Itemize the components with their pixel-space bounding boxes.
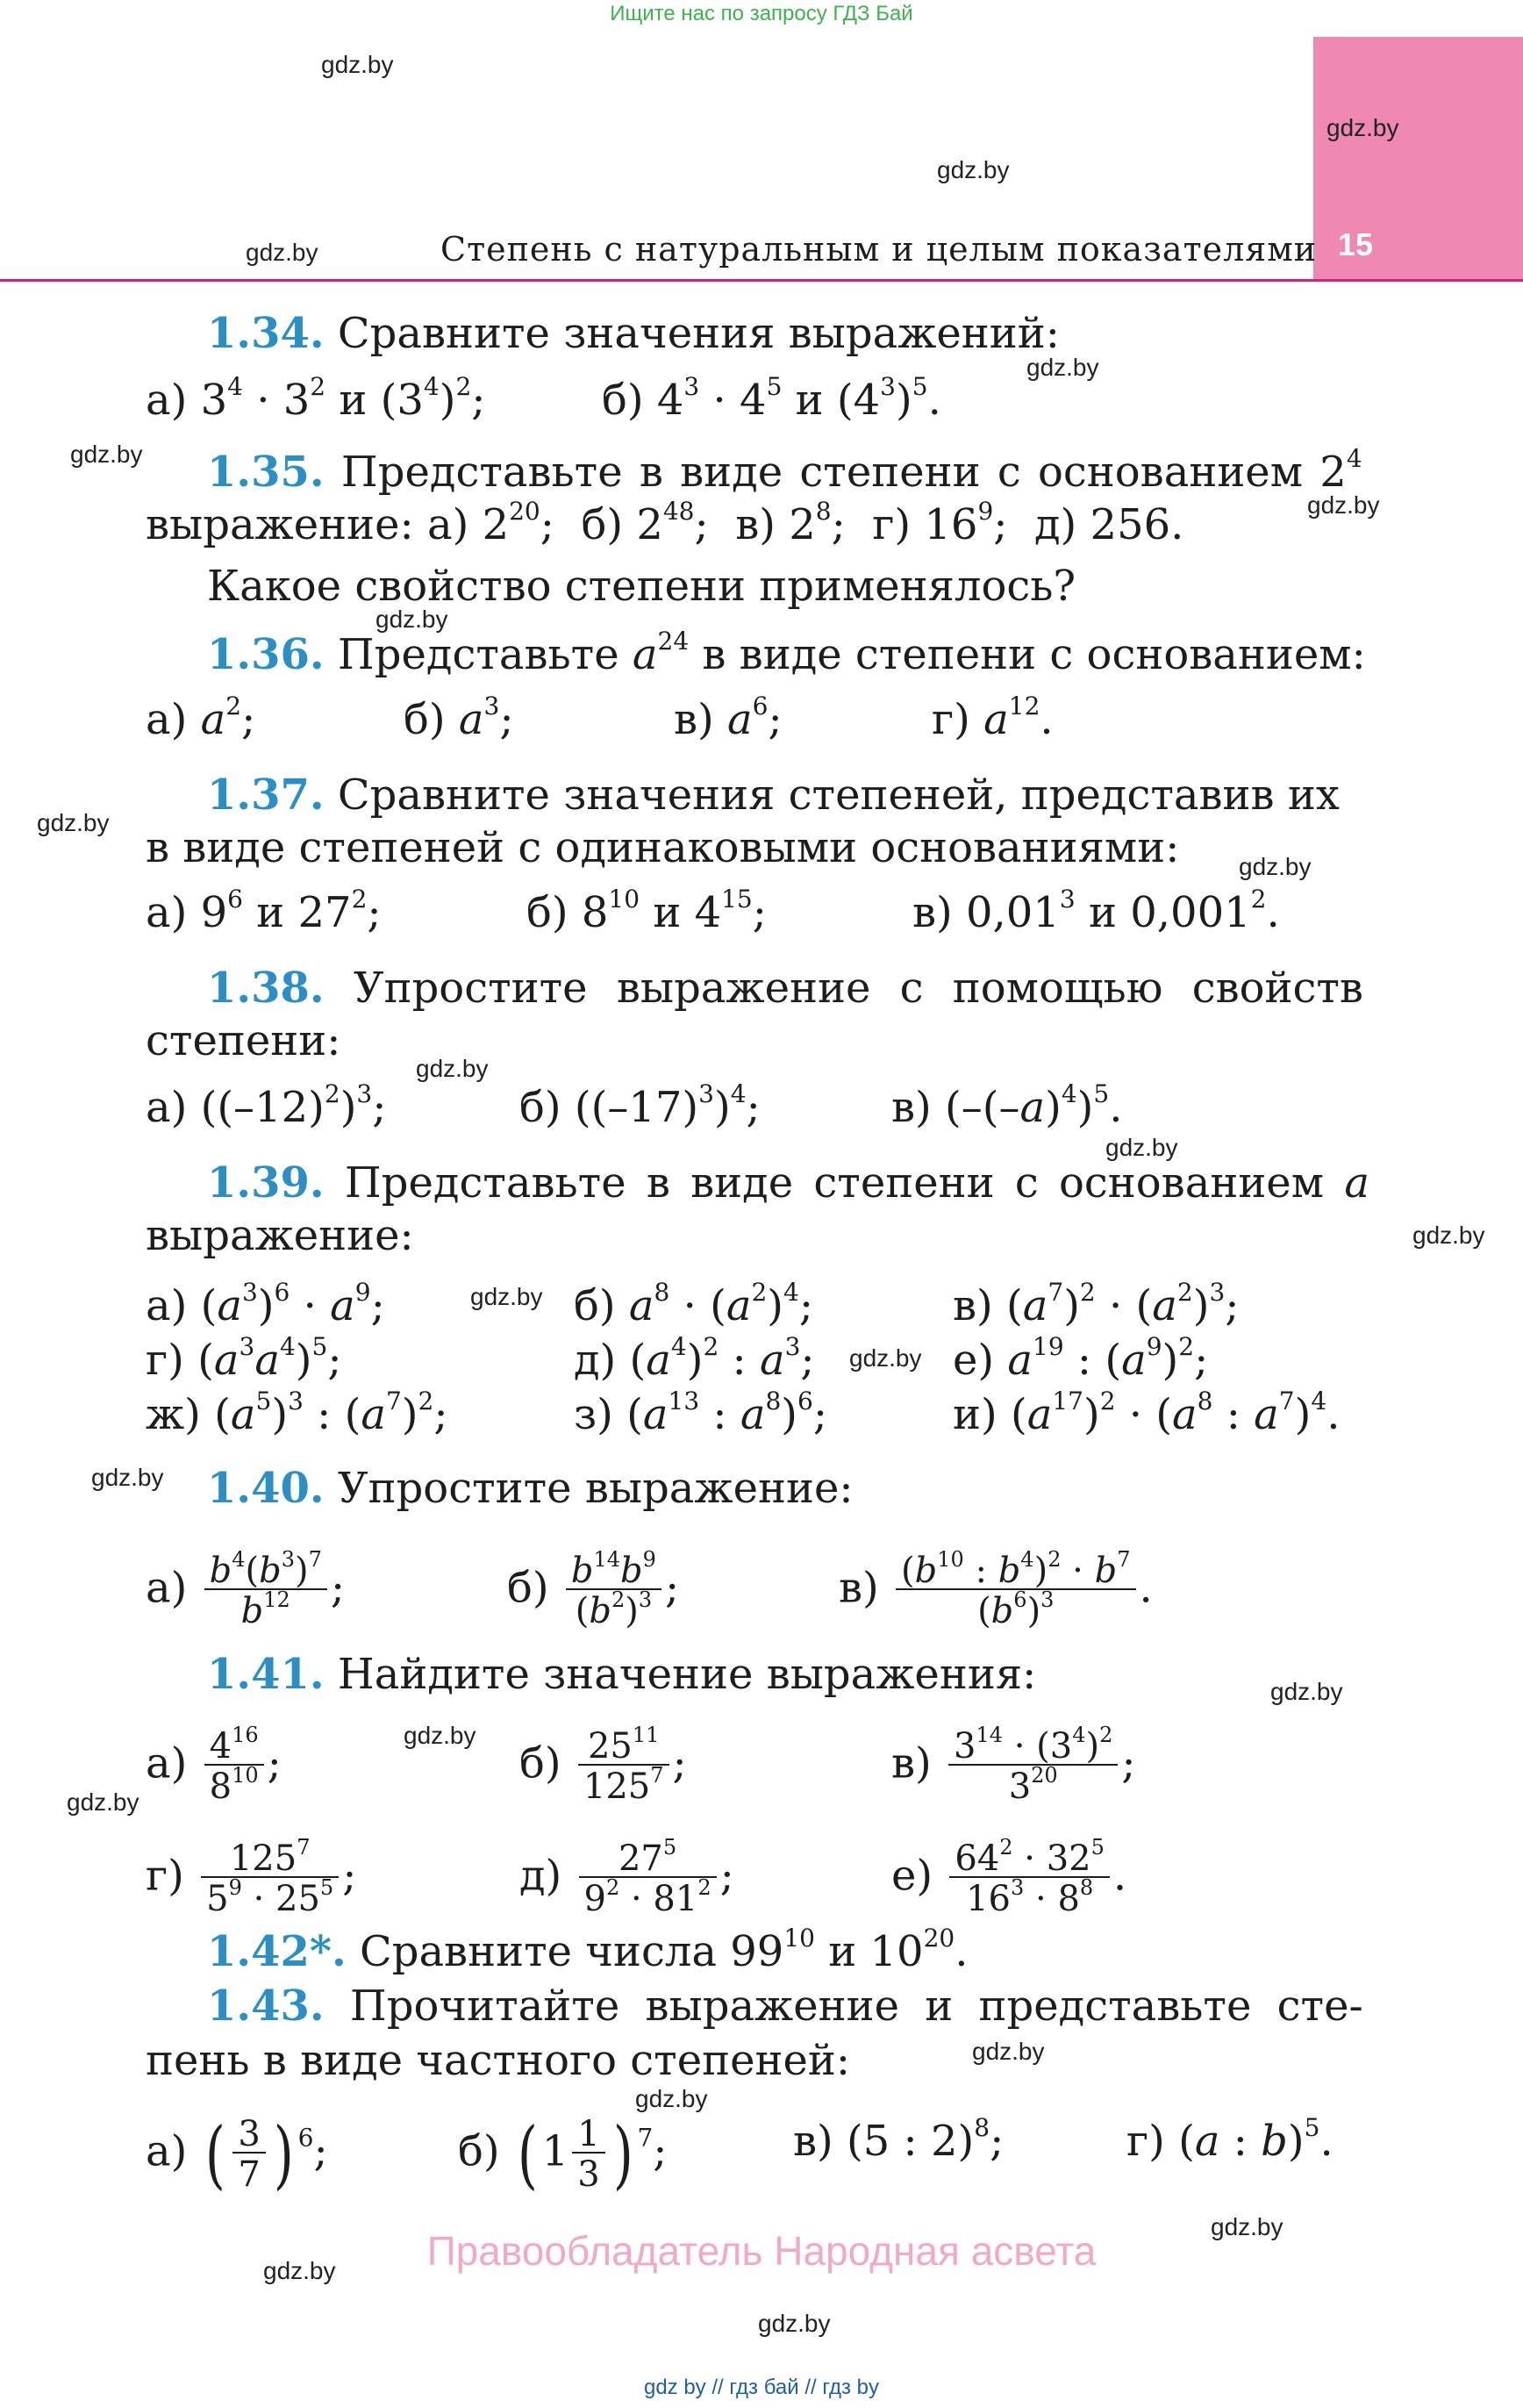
watermark: gdz.by (937, 156, 1010, 183)
problem-1-39-a: а) $(a^3)^6 \cdot a^9$; (146, 1278, 385, 1330)
problem-1-38: 1.38. Упростите выражение с помощью свойств (207, 964, 1363, 1013)
watermark: gdz.by (416, 1055, 489, 1082)
problem-1-42: 1.42*. Сравните числа $99^{10}$ и $10^{20}$. (207, 1924, 969, 1976)
problem-1-34-a: а) $3^4 \cdot 3^2$ и $(3^4)^2$; (146, 372, 486, 425)
watermark: gdz.by (404, 1722, 476, 1749)
problem-1-37-a: а) $9^6$ и $27^2$; (146, 885, 382, 937)
watermark: gdz.by (37, 809, 110, 836)
watermark: gdz.by (321, 51, 394, 78)
problem-1-43-line2: пень в виде частного степеней: (146, 2036, 851, 2085)
watermark: gdz.by (1239, 853, 1312, 880)
top-note: Ищите нас по запросу ГДЗ Бай (610, 2, 913, 25)
watermark: gdz.by (1270, 1678, 1343, 1705)
watermark: gdz.by (67, 1788, 139, 1816)
problem-1-41-v: в) $\frac{3^{14} \cdot (3^4)^2}{3^{20}}$ ; (891, 1723, 1136, 1807)
problem-1-40-a: а) $\frac{b^4(b^3)^7}{b^{12}}$ ; (146, 1547, 346, 1631)
problem-1-38-b: б) $((-17)^3)^4$; (519, 1079, 761, 1132)
problem-1-37: 1.37. Сравните значения степеней, представив их (207, 770, 1340, 820)
problem-1-38-v: в) $(-(-a)^4)^5$. (891, 1079, 1123, 1132)
watermark: gdz.by (758, 2310, 831, 2337)
page-header-title: Степень с натуральным и целым показателями (440, 230, 1318, 269)
problem-1-41-a: а) $\frac{4^{16}}{8^{10}}$ ; (146, 1723, 282, 1807)
watermark: gdz.by (246, 239, 318, 266)
problem-1-34-b: б) $4^3 \cdot 4^5$ и $(4^3)^5$. (602, 372, 941, 425)
problem-1-41-b: б) $\frac{25^{11}}{125^7}$ ; (519, 1723, 687, 1807)
watermark: gdz.by (263, 2257, 336, 2284)
problem-1-36-g: г) $a^{12}$. (932, 692, 1054, 744)
problem-1-40-b: б) $\frac{b^{14}b^9}{(b^2)^3}$ ; (507, 1547, 680, 1631)
problem-1-39-i: и) $(a^{17})^2 \cdot (a^8$ : $a^7)^4$. (953, 1387, 1341, 1439)
problem-1-39-zh: ж) $(a^5)^3$ : $(a^7)^2$; (146, 1387, 448, 1439)
problem-1-39-g: г) $(a^3a^4)^5$; (146, 1332, 342, 1385)
problem-1-39-line2: выражение: (146, 1211, 414, 1260)
problem-1-39: 1.39. Представьте в виде степени с основанием a (207, 1158, 1369, 1208)
watermark: gdz.by (375, 606, 448, 633)
copyright-notice: Правообладатель Народная асвета (426, 2228, 1097, 2274)
problem-1-37-v: в) 0,01$^3$ и 0,001$^2$. (912, 885, 1280, 937)
problem-1-34: 1.34. Сравните значения выражений: (207, 309, 1060, 358)
problem-1-40: 1.40. Упростите выражение: (207, 1464, 854, 1513)
watermark: gdz.by (1026, 354, 1099, 381)
problem-1-36-a: а) $a^2$; (146, 692, 256, 744)
watermark: gdz.by (1326, 114, 1399, 141)
problem-1-36-b: б) $a^3$; (404, 692, 514, 744)
header-rule (0, 279, 1523, 282)
watermark: gdz.by (470, 1283, 543, 1310)
watermark: gdz.by (1211, 2213, 1283, 2240)
problem-1-35-question: Какое свойство степени применялось? (207, 562, 1076, 611)
problem-1-35-items: выражение: а) $2^{20}$; б) $2^{48}$; в) $2^8$; г) $16^9$; д) 256. (146, 497, 1184, 549)
problem-1-43-v: в) (5 : 2)$^8$; (793, 2113, 1005, 2166)
watermark: gdz.by (70, 441, 143, 468)
problem-1-41: 1.41. Найдите значение выражения: (207, 1650, 1037, 1699)
problem-1-40-v: в) $\frac{(b^{10} : b^4)^2 \cdot b^7}{(b^6)^3}$ . (839, 1547, 1153, 1631)
watermark: gdz.by (1105, 1134, 1178, 1161)
problem-1-43: 1.43. Прочитайте выражение и представьте сте- (207, 1982, 1363, 2031)
problem-1-39-z: з) ($a^{13}$ : $a^8)^6$; (574, 1387, 828, 1439)
page-number: 15 (1338, 226, 1374, 262)
watermark: gdz.by (1412, 1222, 1485, 1249)
problem-1-41-e: е) $\frac{64^2 \cdot 32^5}{16^3 \cdot 8^8}$ . (891, 1835, 1127, 1919)
problem-1-39-v: в) $(a^7)^2 \cdot (a^2)^3$; (953, 1278, 1240, 1330)
bottom-note: gdz by // гдз бай // гдз by (643, 2376, 880, 2399)
problem-1-35: 1.35. Представьте в виде степени с основанием $2^4$ (207, 444, 1362, 497)
watermark: gdz.by (635, 2085, 708, 2112)
problem-1-43-b: б) ( 1 $\frac{1}{3}$ ) $^7$; (458, 2111, 668, 2197)
problem-1-41-g: г) $\frac{125^7}{5^9 \cdot 25^5}$ ; (146, 1835, 357, 1919)
watermark: gdz.by (972, 2038, 1045, 2065)
problem-1-38-a: а) $((-12)^2)^3$; (146, 1079, 387, 1132)
problem-1-36-v: в) $a^6$; (674, 692, 783, 744)
problem-1-39-b: б) $a^8 \cdot (a^2)^4$; (574, 1278, 814, 1330)
problem-1-36: 1.36. Представьте $a^{24}$ в виде степени с основанием: (207, 627, 1366, 679)
problem-1-39-e: е) $a^{19}$ : $(a^9)^2$; (953, 1332, 1209, 1385)
watermark: gdz.by (1307, 491, 1380, 519)
problem-1-41-d: д) $\frac{27^5}{9^2 \cdot 81^2}$ ; (519, 1835, 734, 1919)
problem-1-37-b: б) $8^{10}$ и $4^{15}$; (526, 885, 767, 937)
problem-1-43-g: г) (a : b)$^5$. (1126, 2113, 1334, 2166)
problem-1-37-line2: в виде степеней с одинаковыми основаниями: (146, 823, 1180, 872)
problem-1-38-line2: степени: (146, 1016, 341, 1065)
problem-1-43-a: а) ( $\frac{3}{7}$ ) $^6$; (146, 2111, 328, 2197)
watermark: gdz.by (91, 1464, 164, 1491)
problem-1-39-d: д) $(a^4)^2$ : $a^3$; (574, 1332, 815, 1385)
watermark: gdz.by (849, 1344, 922, 1372)
